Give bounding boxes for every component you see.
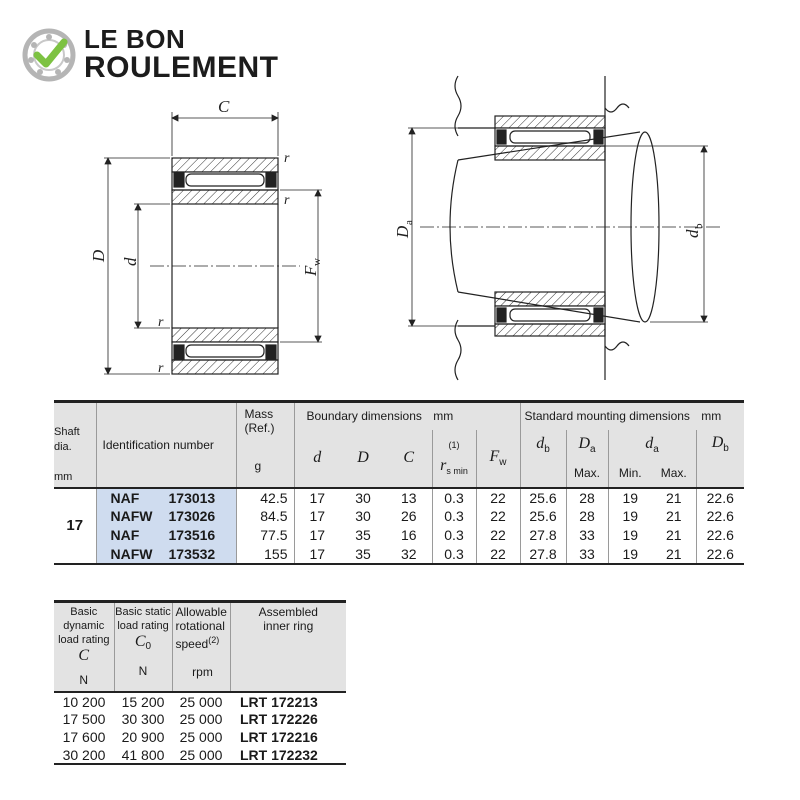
header-D: D [357,449,369,466]
cell-da_max: 21 [665,508,682,524]
header-da-min: Min. [608,460,652,488]
cell-C: 26 [400,508,417,524]
header-stat-1: Basic static [115,606,171,618]
header-shaft-dia: dia. [54,441,72,453]
label-d: d [121,257,140,266]
cell-Fw: 22 [476,545,520,564]
header-mounting: Standard mounting dimensions [524,409,690,424]
cell-rs: 0.3 [432,545,476,564]
cell-da_min: 19 [608,507,652,526]
cell-da_min: 19 [608,526,652,545]
header-mass-unit: g [254,459,262,473]
header-inner-2: inner ring [263,619,314,633]
cell-d: 17 [294,545,340,564]
label-Fw-sub: w [311,258,323,266]
label-r4: r [158,361,164,376]
mass-cell: 77.5 [236,526,294,545]
ident-number: 173532 [168,545,216,562]
cell-Da: 33 [566,526,608,545]
dyn-cell: 30 200 [62,746,106,763]
ring-cell: LRT 172216 [240,729,318,745]
ident-number: 173026 [168,508,216,524]
table-row [54,526,744,545]
ident-cell [96,526,236,545]
ident-cell [96,488,236,507]
speed-cell: 25 000 [179,729,223,745]
cell-db: 27.8 [520,545,566,564]
shaft-dia: 17 [66,517,84,534]
cell-db: 27.8 [520,526,566,545]
header-dyn-sym: C [78,647,90,664]
stat-cell: 30 300 [121,711,165,727]
cell-D: 30 [355,489,371,506]
cell-D: 30 [355,508,371,524]
cell-da_max: 21 [665,545,682,562]
cell-rs: 0.3 [432,526,476,545]
table-row [54,710,346,728]
header-rs-note: (1) [448,440,460,451]
speed-cell: 25 000 [179,746,223,763]
cell-Fw: 22 [476,507,520,526]
header-db: d [536,434,545,452]
table-row [54,746,346,764]
label-r1: r [284,151,290,166]
speed-cell: 25 000 [179,693,223,710]
header-boundary-unit: mm [433,409,454,424]
table-row [54,488,744,507]
header-boundary: Boundary dimensions [306,409,422,424]
header-speed-2: rotational [175,619,225,633]
ident-prefix: NAF [110,489,140,506]
header-speed-1: Allowable [175,605,227,619]
table-row [54,507,744,526]
header-stat-sym: C [134,633,146,650]
label-Da-sub: a [403,220,415,225]
cell-da_min: 19 [608,545,652,564]
header-speed-unit: rpm [192,665,213,679]
header-stat-unit: N [138,664,148,679]
cell-Da: 33 [566,545,608,564]
bearing-technical-drawing [0,70,800,400]
ident-prefix: NAF [110,527,140,543]
label-D: D [89,249,108,262]
header-mass: Mass [244,407,274,421]
header-dyn-2: load rating [58,634,110,646]
cell-C: 32 [400,545,417,562]
stat-cell: 15 200 [121,693,165,710]
stat-cell: 20 900 [121,729,165,745]
header-stat-sub: 0 [145,641,152,653]
dyn-cell: 17 500 [62,711,106,727]
label-db: d [683,229,702,238]
header-db-sub: b [544,443,550,455]
label-db-sub: b [693,223,705,229]
dyn-cell: 17 600 [62,729,106,745]
ring-cell: LRT 172226 [240,711,318,727]
logo-line1: LE BON [84,24,186,54]
header-mass-ref: (Ref.) [244,421,275,435]
cell-D: 35 [355,527,371,543]
header-stat-2: load rating [117,620,169,632]
header-rs-sub: s min [446,465,468,476]
dyn-cell: 10 200 [62,693,106,710]
cell-db: 25.6 [520,488,566,507]
ring-cell: LRT 172232 [240,746,318,763]
cell-da_min: 19 [608,488,652,507]
header-d: d [294,430,340,488]
ident-prefix: NAFW [110,545,153,562]
ident-number: 173013 [168,489,216,506]
header-Fw-sub: w [499,456,507,468]
label-Da: D [393,225,412,238]
cell-Db: 22.6 [696,488,744,507]
header-dyn-unit: N [79,673,89,687]
cell-d: 17 [294,526,340,545]
cell-C: 16 [400,527,417,543]
cell-da_max: 21 [665,489,682,506]
header-Fw: F [489,448,500,466]
mass-cell: 155 [236,545,294,564]
mounting-view-right [450,76,659,380]
mass-cell: 42.5 [236,488,294,507]
label-C: C [218,97,230,116]
ident-cell [96,545,236,564]
cell-D: 35 [355,545,371,562]
logo-line2: ROULEMENT [84,51,279,84]
label-Fw: F [301,265,320,276]
dimensions-table [54,400,744,565]
cell-Da: 28 [566,507,608,526]
header-shaft: Shaft [54,426,80,438]
ident-prefix: NAFW [110,508,153,524]
header-C: C [403,449,415,466]
cell-Da: 28 [566,488,608,507]
header-inner-1: Assembled [258,605,318,619]
header-rs: r [440,456,447,474]
table-row [54,545,744,564]
cell-Db: 22.6 [696,507,744,526]
cell-db: 25.6 [520,507,566,526]
header-mounting-unit: mm [701,409,722,424]
cell-rs: 0.3 [432,507,476,526]
stat-cell: 41 800 [121,746,165,763]
header-da-max: Max. [660,466,687,480]
ident-cell [96,507,236,526]
header-da: d [645,434,654,452]
cell-Db: 22.6 [696,545,744,564]
header-da-sub: a [653,443,659,455]
cell-rs: 0.3 [432,488,476,507]
table-row [54,692,346,710]
cell-d: 17 [294,488,340,507]
table-row [54,728,346,746]
header-ident: Identification number [96,402,236,488]
ring-cell: LRT 172213 [240,693,318,710]
mass-cell: 84.5 [236,507,294,526]
header-Db: D [711,433,724,451]
cell-da_max: 21 [665,527,682,543]
cell-Fw: 22 [476,488,520,507]
header-Da-sub: a [590,443,596,455]
ident-number: 173516 [168,527,216,543]
cell-Db: 22.6 [696,526,744,545]
label-r3: r [158,315,164,330]
header-dyn-1: Basic dynamic [63,606,105,632]
header-shaft-unit: mm [54,471,73,483]
cell-C: 13 [400,489,417,506]
label-r2: r [284,193,290,208]
cell-Fw: 22 [476,526,520,545]
header-speed-3: speed [175,637,209,651]
header-Da-max: Max. [566,460,608,488]
header-Da: D [578,434,590,452]
cell-d: 17 [294,507,340,526]
header-Db-sub: b [723,442,729,454]
load-rating-table [54,600,346,765]
header-speed-note: (2) [208,635,220,645]
speed-cell: 25 000 [179,711,223,727]
